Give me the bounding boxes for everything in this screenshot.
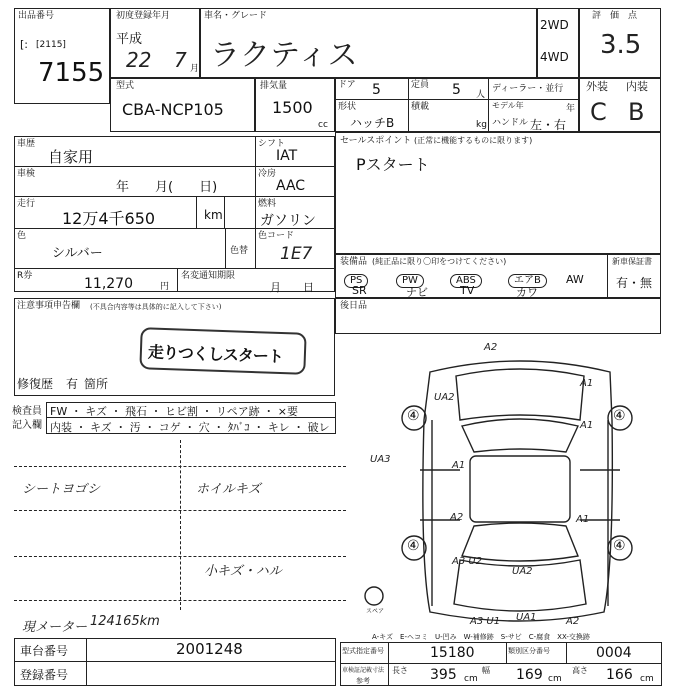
width: 169 xyxy=(516,667,543,683)
class-no: 0004 xyxy=(596,645,632,661)
tyre-label-fr: ④ xyxy=(613,408,626,424)
repair-label: 修復歴 xyxy=(17,377,54,391)
spare-tyre xyxy=(365,587,383,605)
name-label: 車名・グレード xyxy=(204,11,268,21)
reg-no-label: 登録番号 xyxy=(20,668,69,682)
equipment-item-bottom-2: TV xyxy=(460,284,475,297)
usage: 自家用 xyxy=(48,148,94,166)
lot-label: 出品番号 xyxy=(18,11,55,21)
dims-label: 車検証記載寸法 xyxy=(342,667,385,674)
inspector-row2: 内装 ・ キズ ・ 汚 ・ コゲ ・ 穴 ・ ﾀﾊﾞｺ ・ キレ ・ 破レ xyxy=(50,421,330,434)
class-no-label: 類別区分番号 xyxy=(508,647,550,655)
spare-label: スペア xyxy=(366,608,385,615)
damage-mark-5: A1 xyxy=(452,460,466,471)
hgt-label: 高さ xyxy=(572,666,588,675)
kg-unit: kg xyxy=(476,120,487,130)
equipment-item-3: エアB xyxy=(508,268,547,288)
damage-mark-2: UA2 xyxy=(434,392,455,403)
damage-mark-6: A2 xyxy=(450,512,464,523)
equipment-item-2: ABS xyxy=(450,268,482,288)
damage-mark-12: A2 xyxy=(566,616,580,627)
ac: AAC xyxy=(276,178,306,194)
hgt-unit: cm xyxy=(640,674,654,684)
footer-right-vline-3 xyxy=(566,642,567,663)
comment-3: 小キズ・ハル xyxy=(204,564,282,579)
wid-label: 幅 xyxy=(482,666,490,675)
color-label: 色 xyxy=(17,231,27,241)
height: 166 xyxy=(606,667,633,683)
equipment-item-bottom-1: ナビ xyxy=(406,286,428,299)
equipment-item-bottom-3: カワ xyxy=(516,286,538,299)
reg-month: 7 xyxy=(174,48,187,72)
color-code: 1E7 xyxy=(280,244,313,264)
damage-mark-1: A1 xyxy=(580,378,594,389)
comment-1: シートヨゴシ xyxy=(22,482,101,497)
length: 395 xyxy=(430,667,457,683)
year-unit: 年 xyxy=(566,104,576,114)
ext-label: 外装 xyxy=(586,80,608,93)
inspection: 年 月( 日) xyxy=(116,180,218,195)
repair-unit: 箇所 xyxy=(84,377,109,391)
handle-label: ハンドル xyxy=(492,118,529,128)
len-label: 長さ xyxy=(392,666,408,675)
lot-number: 7155 xyxy=(38,58,105,88)
spec-no-label: 型式指定番号 xyxy=(342,647,384,655)
damage-mark-0: A2 xyxy=(484,342,498,353)
usage-label: 車歴 xyxy=(17,139,36,149)
drive-2wd: 2WD xyxy=(540,18,569,32)
km-unit: km xyxy=(204,208,223,222)
repair: 有 xyxy=(66,377,79,391)
era: 平成 xyxy=(116,32,143,47)
car-hood xyxy=(456,369,584,420)
car-name: ラクティス xyxy=(210,38,358,73)
chassis: 2001248 xyxy=(176,640,243,658)
mileage-label: 走行 xyxy=(17,199,36,209)
car-roof xyxy=(470,456,570,522)
shift-label: シフト xyxy=(258,139,286,149)
yen-unit: 円 xyxy=(160,282,170,292)
tax-label: 名変通知期限 xyxy=(181,271,236,281)
lot-small: [2115] xyxy=(36,40,66,50)
damage-mark-8: A3 U2 xyxy=(452,556,483,567)
sales-note: (正常に機能するものに限ります) xyxy=(414,136,533,145)
spec-no: 15180 xyxy=(430,645,475,661)
damage-mark-3: A1 xyxy=(580,420,594,431)
dims-sub: 参考 xyxy=(356,677,370,685)
color-code-label: 色コード xyxy=(258,231,295,241)
meter-label: 現メーター xyxy=(22,620,88,635)
recolor-label: 色替 xyxy=(230,246,249,256)
cc-unit: cc xyxy=(318,120,328,130)
seats: 5 xyxy=(452,82,461,98)
tyre-label-fl: ④ xyxy=(407,408,420,424)
len-unit: cm xyxy=(464,674,478,684)
damage-mark-4: UA3 xyxy=(370,454,391,465)
int-label: 内装 xyxy=(626,80,648,93)
score-label: 評 価 点 xyxy=(592,11,638,21)
doors-label: ドア xyxy=(338,80,356,90)
ac-label: 冷房 xyxy=(258,169,277,179)
score: 3.5 xyxy=(600,30,642,60)
reg-label: 初度登録年月 xyxy=(116,11,171,21)
sales-label: セールスポイント xyxy=(340,136,412,146)
warranty-label: 新車保証書 xyxy=(612,257,652,266)
notes-label: 注意事項申告欄 xyxy=(17,301,81,311)
inspector-label-1: 検査員 xyxy=(12,406,42,417)
model-year-label: モデル年 xyxy=(492,101,524,110)
notes-note: (不具合内容等は具体的に記入して下さい) xyxy=(90,303,222,311)
weight-label: 積載 xyxy=(411,102,430,112)
equipment-note: (純正品に限り〇印をつけてください) xyxy=(372,257,507,266)
car-windshield xyxy=(462,419,578,452)
chassis-label: 車台番号 xyxy=(20,644,69,658)
footer-left-vline xyxy=(86,638,87,686)
shape: ハッチB xyxy=(350,116,395,130)
footer-right-vline-2 xyxy=(506,642,507,663)
wid-unit: cm xyxy=(548,674,562,684)
displacement: 1500 xyxy=(272,98,313,117)
month-unit: 月 xyxy=(190,64,200,74)
seats-label: 定員 xyxy=(411,80,430,90)
model-label: 型式 xyxy=(116,81,135,91)
inspection-label: 車検 xyxy=(17,169,36,179)
damage-mark-10: A3 U1 xyxy=(470,616,501,627)
mileage: 12万4千650 xyxy=(62,209,156,228)
recycle: 11,270 xyxy=(84,276,133,292)
damage-mark-11: UA1 xyxy=(516,612,537,623)
doors: 5 xyxy=(372,82,381,98)
model-code: CBA-NCP105 xyxy=(122,100,224,119)
sales-text: Pスタート xyxy=(356,155,430,174)
damage-mark-7: A1 xyxy=(576,514,590,525)
seats-unit: 人 xyxy=(476,90,486,100)
inspector-row1: FW ・ キズ ・ 飛石 ・ ヒビ割 ・ リペア跡 ・ ×要 xyxy=(50,405,298,418)
warranty: 有・無 xyxy=(616,276,653,290)
disp-label: 排気量 xyxy=(260,81,288,91)
footer-left-divider xyxy=(14,661,336,662)
fuel: ガソリン xyxy=(260,213,316,229)
equipment-item-bottom-0: SR xyxy=(352,284,367,297)
tyre-label-rl: ④ xyxy=(407,538,420,554)
drive-4wd: 4WD xyxy=(540,50,569,64)
color: シルバー xyxy=(52,246,103,261)
legend: A-キズ E-ヘコミ U-凹み W-補修跡 S-サビ C-腐食 XX-交換跡 xyxy=(372,633,590,641)
shape-label: 形状 xyxy=(338,102,357,112)
ext-grade: C xyxy=(590,98,607,126)
handle: 左・右 xyxy=(530,118,567,132)
lot-mark: [: xyxy=(20,38,28,51)
meter: 124165km xyxy=(90,614,160,629)
int-grade: B xyxy=(628,98,645,126)
shift: IAT xyxy=(276,148,298,164)
footer-right-vline-1 xyxy=(388,642,389,686)
reg-year: 22 xyxy=(126,48,152,72)
fuel-label: 燃料 xyxy=(258,199,277,209)
stamp-text: 走りつくしスタート xyxy=(147,342,284,367)
inspector-label-2: 記入欄 xyxy=(12,420,42,431)
comment-2: ホイルキズ xyxy=(196,482,261,497)
tyre-label-rr: ④ xyxy=(613,538,626,554)
equipment-item-1: PW xyxy=(396,268,424,288)
rear-label: 後日品 xyxy=(340,301,368,311)
equipment-item-0: PS xyxy=(344,268,368,288)
dealer-label: ディーラー・並行 xyxy=(492,84,564,94)
equipment-label: 装備品 xyxy=(340,257,368,267)
damage-mark-9: UA2 xyxy=(512,566,533,577)
tax-date: 月 日 xyxy=(270,281,314,294)
equipment-item-4: AW xyxy=(566,273,584,286)
recycle-label: R券 xyxy=(17,271,33,281)
